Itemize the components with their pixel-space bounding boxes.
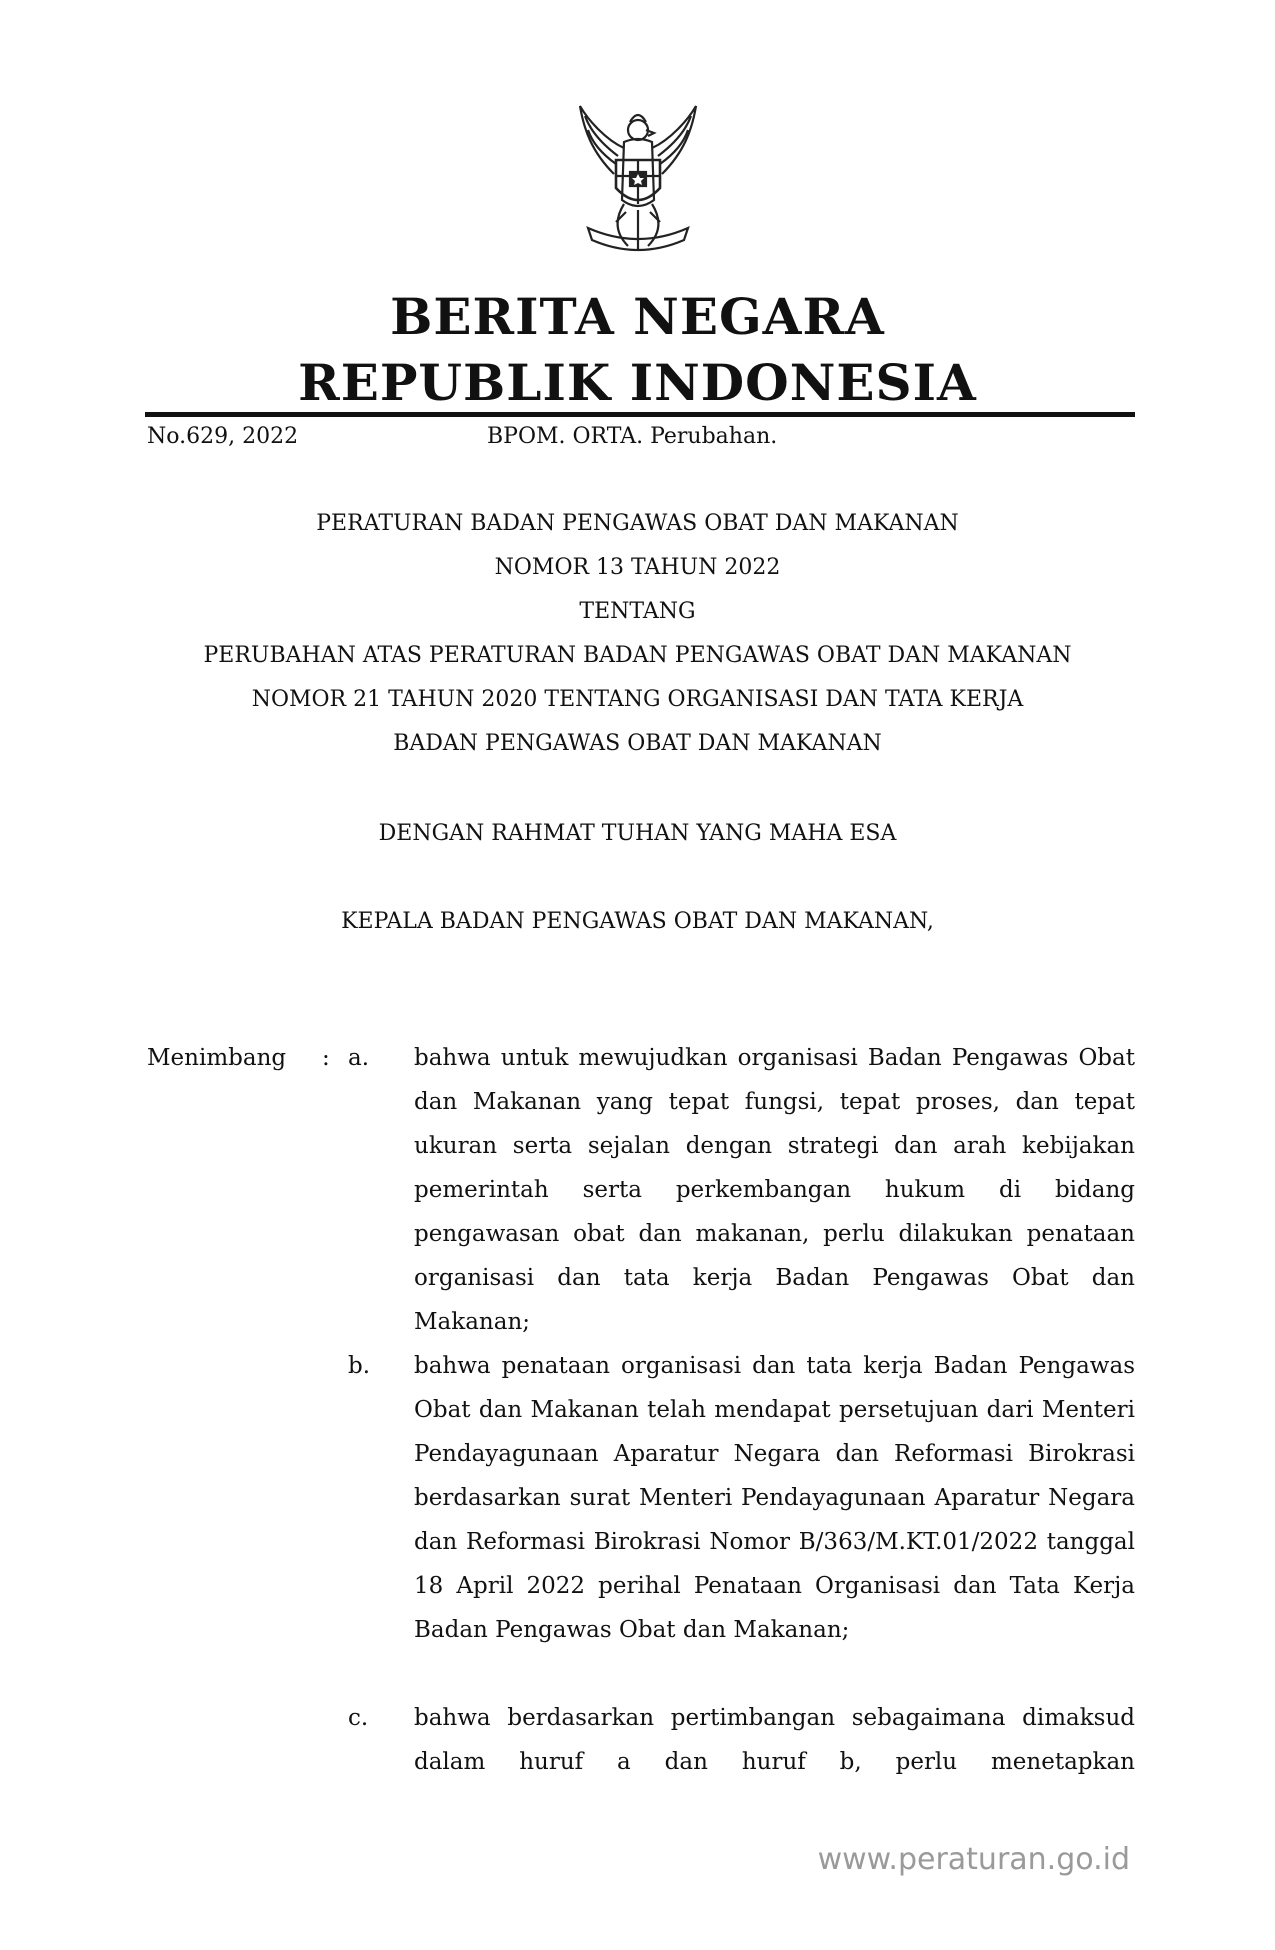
title-line: NOMOR 13 TAHUN 2022 [494,555,781,580]
invocation: DENGAN RAHMAT TUHAN YANG MAHA ESA [378,821,897,846]
consideration-item [348,1696,1135,1784]
enactor: KEPALA BADAN PENGAWAS OBAT DAN MAKANAN, [341,909,934,934]
considerations-colon: : [322,1045,330,1071]
gazette-subject: BPOM. ORTA. Perubahan. [487,424,778,449]
considerations-label: Menimbang [147,1045,287,1071]
masthead-divider [145,412,1135,417]
title-line: PERUBAHAN ATAS PERATURAN BADAN PENGAWAS OBAT DAN MAKANAN [203,643,1072,668]
masthead-title-line2: REPUBLIK INDONESIA [298,353,977,412]
garuda-emblem-icon [558,100,718,260]
item-text: bahwa penataan organisasi dan tata kerja Badan Pengawas Obat dan Makanan telah mendapat persetujuan dari Menteri Pendayagunaan Aparatur Negara dan Reformasi Birokrasi berdasarkan surat Menteri Pendayagunaan Aparatur Negara dan Reformasi Birokrasi Nomor B/363/M.KT.01/2022 tanggal 18 April 2022 perihal Penataan Organisasi dan Tata Kerja Badan Pengawas Obat dan Makanan; [414,1353,1135,1643]
footer-url: www.peraturan.go.id [817,1842,1130,1877]
title-line: NOMOR 21 TAHUN 2020 TENTANG ORGANISASI DAN TATA KERJA [251,687,1024,712]
title-line: TENTANG [579,599,696,624]
consideration-item [348,1036,1135,1344]
consideration-item [348,1344,1135,1652]
item-letter: c. [348,1705,369,1731]
masthead-title-line1: BERITA NEGARA [390,287,885,346]
gazette-number: No.629, 2022 [147,424,299,449]
title-line: BADAN PENGAWAS OBAT DAN MAKANAN [393,731,882,756]
item-text: bahwa untuk mewujudkan organisasi Badan Pengawas Obat dan Makanan yang tepat fungsi, tepat proses, dan tepat ukuran serta sejalan dengan strategi dan arah kebijakan pemerintah serta perkembangan hukum di bidang pengawasan obat dan makanan, perlu dilakukan penataan organisasi dan tata kerja Badan Pengawas Obat dan Makanan; [414,1045,1135,1335]
item-letter: b. [348,1353,371,1379]
item-text: bahwa berdasarkan pertimbangan sebagaimana dimaksud dalam huruf a dan huruf b, perlu menetapkan [414,1705,1135,1775]
regulation-title [0,502,1275,766]
item-letter: a. [348,1045,370,1071]
title-line: PERATURAN BADAN PENGAWAS OBAT DAN MAKANAN [316,511,959,536]
